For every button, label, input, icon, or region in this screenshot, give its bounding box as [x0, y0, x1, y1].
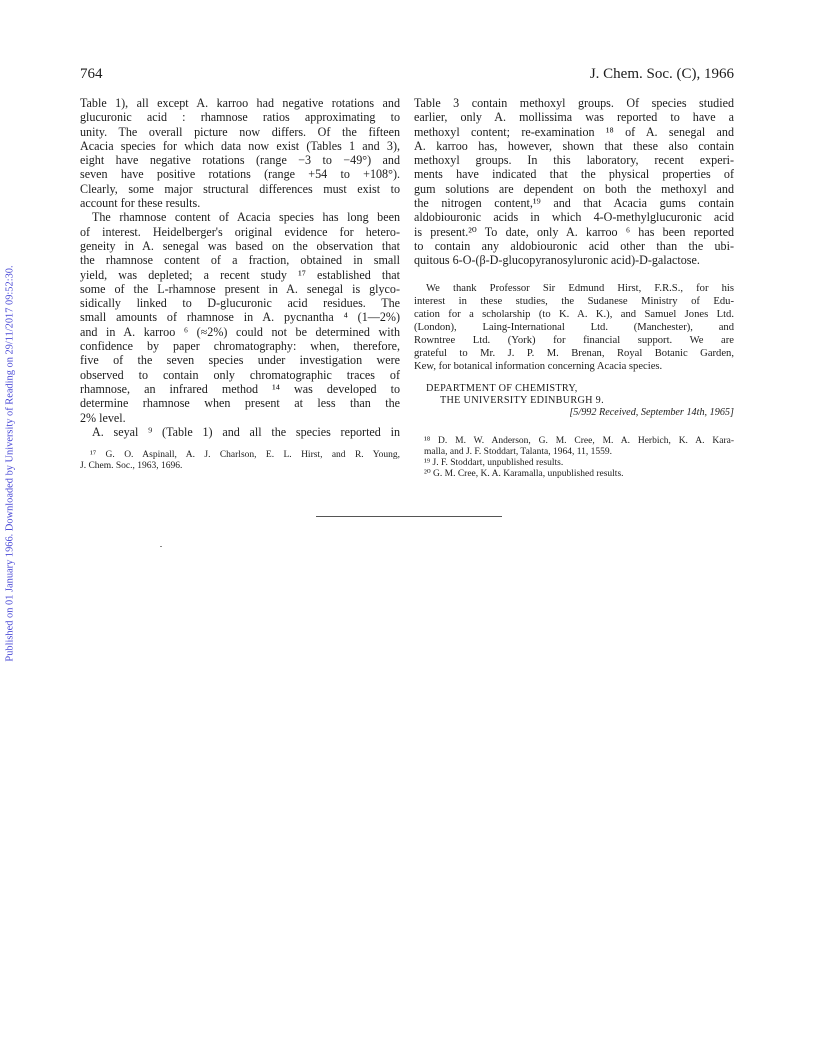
text-line: Table 3 contain methoxyl groups. Of species studied: [414, 96, 734, 110]
text-line: some of the L-rhamnose present in A. senegal is glyco-: [80, 281, 400, 296]
ack-line: (London), Laing-International Ltd. (Manchester), and: [414, 321, 734, 333]
acknowledgement: [414, 282, 734, 373]
text-line: the rhamnose content of a fraction, obtained in small: [80, 253, 400, 268]
footnote-18-cont: malla, and J. F. Stoddart, Talanta, 1964, 11, 1559.: [424, 446, 613, 457]
text-line: the nitrogen content,¹⁹ and that Acacia gums contain: [414, 196, 734, 211]
text-line: glucuronic acid : rhamnose ratios approximating to: [80, 110, 400, 125]
right-column: [414, 96, 734, 480]
text-line: yield, was depleted; a recent study ¹⁷ established that: [80, 267, 400, 282]
text-line: A. karroo has, however, shown that these also contain: [414, 138, 734, 153]
footnote-17: ¹⁷ G. O. Aspinall, A. J. Charlson, E. L. Hirst, and R. Young,: [90, 450, 400, 461]
journal-citation: J. Chem. Soc. (C), 1966: [589, 66, 734, 82]
text-line: eight have negative rotations (range −3 to −49°) and: [80, 153, 400, 168]
text-line: Clearly, some major structural differences must exist to: [80, 181, 400, 196]
footnote-20: ²⁰ G. M. Cree, K. A. Karamalla, unpublished results.: [424, 469, 624, 480]
received-date: [5/992 Received, September 14th, 1965]: [569, 406, 734, 418]
text-line: account for these results.: [80, 196, 201, 211]
end-of-article-rule: [316, 516, 502, 517]
text-line: confidence by paper chromatography: when, therefore,: [80, 339, 400, 354]
text-line: sidically linked to D-glucuronic acid residues. The: [80, 296, 400, 311]
text-line: five of the seven species under investigation were: [80, 353, 400, 368]
paragraph-rhamnose: [80, 210, 400, 424]
paragraph-seyal: [80, 425, 400, 439]
text-line: geneity in A. senegal was based on the observation that: [80, 238, 400, 253]
text-line: earlier, only A. mollissima was reported to have a: [414, 110, 734, 125]
text-line: of interest. Heidelberger's original evidence for hetero-: [80, 224, 400, 239]
left-column: [80, 96, 400, 473]
text-line: The rhamnose content of Acacia species has long been: [92, 210, 400, 225]
text-line: aldobiouronic acids in which 4-O-methylglucuronic acid: [414, 210, 734, 225]
footnotes-left: [80, 450, 400, 472]
text-line: ments have indicated that the physical properties of: [414, 167, 734, 182]
text-line: determine rhamnose when present at less than the: [80, 396, 400, 411]
text-line: quitous 6-O-(β-D-glucopyranosyluronic acid)-D-galactose.: [414, 253, 700, 268]
print-speck: [160, 546, 162, 547]
text-line: A. seyal ⁹ (Table 1) and all the species reported in: [92, 424, 400, 439]
ack-line: Rowntree Ltd. (York) for financial support. We are: [414, 334, 734, 346]
text-line: rhamnose, an infrared method ¹⁴ was developed to: [80, 381, 400, 396]
ack-line: grateful to Mr. J. P. M. Brenan, Royal Botanic Garden,: [414, 347, 734, 359]
footnote-18: ¹⁸ D. M. W. Anderson, G. M. Cree, M. A. Herbich, K. A. Kara-: [424, 435, 734, 446]
department-name: DEPARTMENT OF CHEMISTRY,: [426, 382, 578, 394]
text-line: is present.²⁰ To date, only A. karroo ⁶ has been reported: [414, 224, 734, 239]
text-line: gum solutions are dependent on both the methoxyl and: [414, 181, 734, 196]
paragraph-methoxyl: [414, 96, 734, 268]
footnotes-right: [414, 436, 734, 481]
text-line: Acacia species for which data now exist (Tables 1 and 3),: [80, 138, 400, 153]
text-line: seven have positive rotations (range +54 to +108°).: [80, 167, 400, 182]
text-line: 2% level.: [80, 410, 126, 425]
text-line: small amounts of rhamnose in A. pycnantha ⁴ (1—2%): [80, 310, 400, 325]
text-line: Table 1), all except A. karroo had negative rotations and: [80, 96, 400, 110]
text-line: methoxyl groups. In this laboratory, recent experi-: [414, 153, 734, 168]
text-line: methoxyl content; re-examination ¹⁸ of A. senegal and: [414, 124, 734, 139]
paragraph-rotations: [80, 96, 400, 210]
affiliation-block: [414, 383, 734, 419]
ack-line: Kew, for botanical information concerning Acacia species.: [414, 360, 663, 372]
text-line: and in A. karroo ⁶ (≈2%) could not be determined with: [80, 324, 400, 339]
download-provenance-note: Published on 01 January 1966. Downloaded by University of Reading on 29/11/2017 09:52:30.: [4, 265, 16, 662]
footnote-19: ¹⁹ J. F. Stoddart, unpublished results.: [424, 457, 564, 468]
ack-line: interest in these studies, the Sudanese Ministry of Edu-: [414, 295, 734, 307]
text-line: unity. The overall picture now differs. Of the fifteen: [80, 124, 400, 139]
running-head: [80, 66, 734, 90]
text-line: observed to contain only chromatographic traces of: [80, 367, 400, 382]
university-name: THE UNIVERSITY EDINBURGH 9.: [440, 394, 604, 406]
text-line: to contain any aldobiouronic acid other than the ubi-: [414, 238, 734, 253]
footnote-17-cont: J. Chem. Soc., 1963, 1696.: [80, 461, 183, 472]
page-number: 764: [80, 66, 103, 82]
ack-line: We thank Professor Sir Edmund Hirst, F.R.S., for his: [426, 282, 734, 294]
ack-line: cation for a scholarship (to K. A. K.), and Samuel Jones Ltd.: [414, 308, 734, 320]
